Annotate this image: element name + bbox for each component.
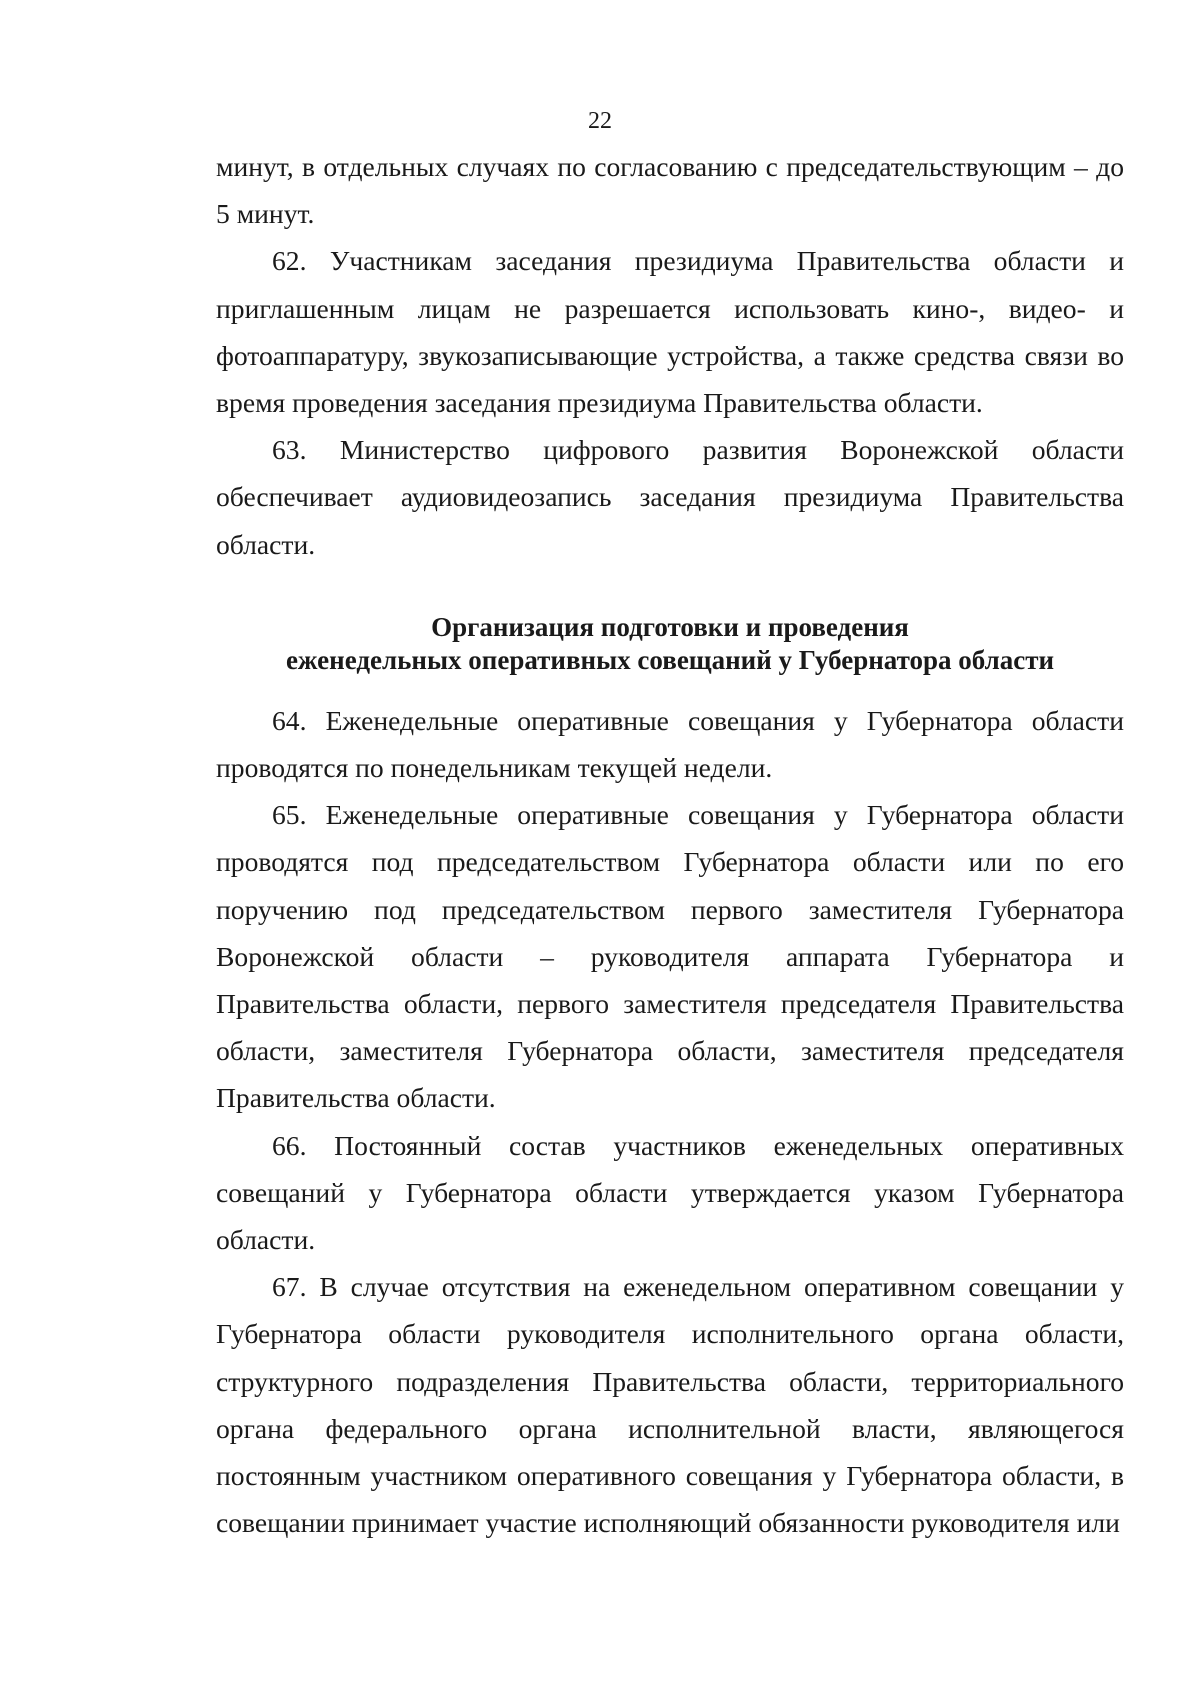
spacer bbox=[216, 568, 1124, 611]
paragraph-63: 63. Министерство цифрового развития Воронежской области обеспечивает аудиовидеозапись заседания президиума Правительства области. bbox=[216, 434, 1124, 560]
paragraph-62: 62. Участникам заседания президиума Правительства области и приглашенным лицам не разрешается использовать кино-, видео- и фотоаппаратуру, звукозаписывающие устройства, а также средства связи во время проведения заседания президиума Правительства области. bbox=[216, 245, 1124, 419]
paragraph-67: 67. В случае отсутствия на еженедельном оперативном совещании у Губернатора области руководителя исполнительного органа области, структурного подразделения Правительства области, территориального органа федерального органа исполнительной власти, являющегося постоянным участником оперативного совещания у Губернатора области, в совещании принимает участие исполняющий обязанности руководителя или bbox=[216, 1271, 1124, 1539]
page-number: 22 bbox=[588, 108, 612, 134]
section-heading-line-1: Организация подготовки и проведения bbox=[431, 611, 909, 642]
document-body bbox=[216, 143, 1124, 1546]
spacer bbox=[216, 677, 1124, 697]
section-heading bbox=[216, 611, 1124, 677]
paragraph-64: 64. Еженедельные оперативные совещания у Губернатора области проводятся по понедельникам текущей недели. bbox=[216, 704, 1124, 784]
section-heading-line-2: еженедельных оперативных совещаний у Губернатора области bbox=[285, 644, 1055, 675]
paragraph-65: 65. Еженедельные оперативные совещания у Губернатора области проводятся под председательством Губернатора области или по его поручению под председательством первого заместителя Губернатора Воронежской области – руководителя аппарата Губернатора и Правительства области, первого заместителя председателя Правительства области, заместителя Губернатора области, заместителя председателя Правительства области. bbox=[216, 799, 1124, 1114]
paragraph-continuation: минут, в отдельных случаях по согласованию с председательствующим – до 5 минут. bbox=[216, 151, 1124, 230]
paragraph-66: 66. Постоянный состав участников еженедельных оперативных совещаний у Губернатора области утверждается указом Губернатора области. bbox=[216, 1129, 1124, 1256]
